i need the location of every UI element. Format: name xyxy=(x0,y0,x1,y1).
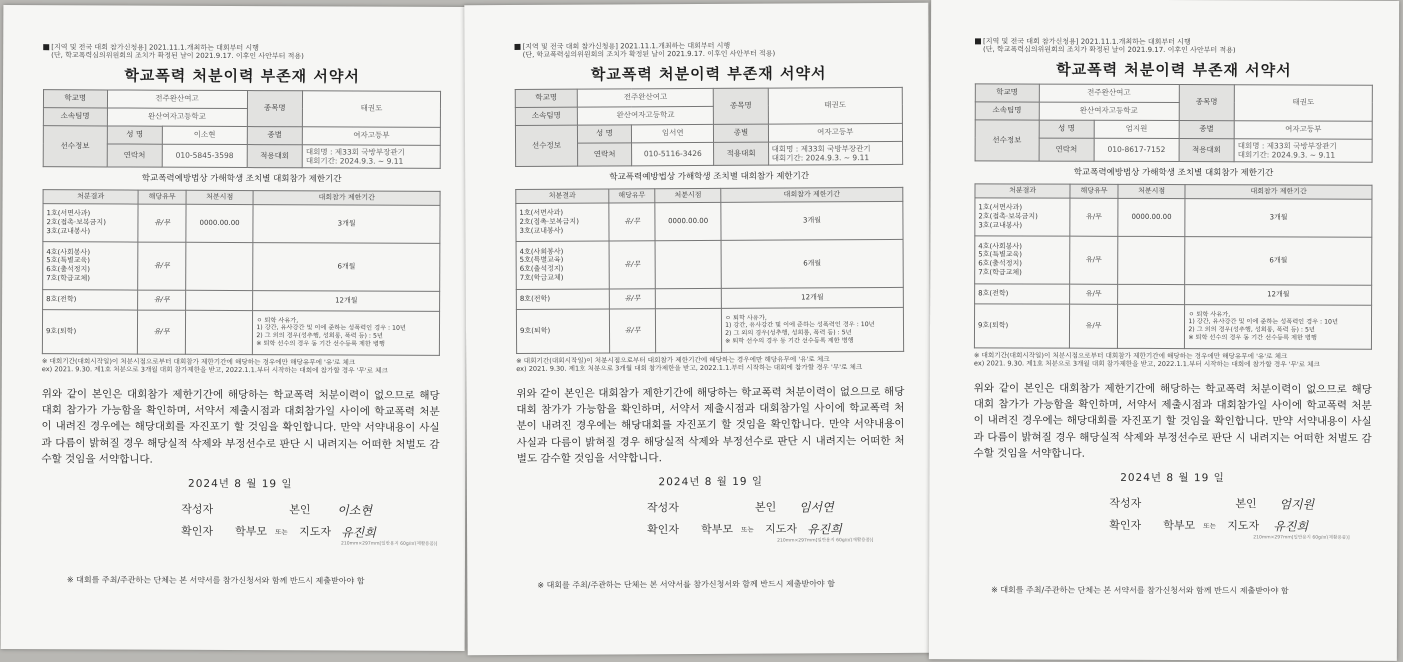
footnote-1: ※ 대회기간(대회시작일)이 처분시점으로부터 대회참가 제한기간에 해당하는 경우에만 해당유무에 '유'로 체크 xyxy=(516,354,830,365)
value-school: 전주완산여고 xyxy=(1039,84,1179,102)
confirmer-signature-line xyxy=(973,519,1371,541)
square-bullet-icon xyxy=(975,38,981,44)
confirmer-signature-line xyxy=(517,522,905,542)
penalty-limit: 12개월 xyxy=(1185,284,1372,305)
notice-line-2: (단, 학교폭력심의위원회의 조치가 확정된 날이 2021.9.17. 이후인 사안부터 적용) xyxy=(522,49,776,60)
writer-signature-line xyxy=(41,502,439,522)
result-line: 1호(서면사과) xyxy=(46,209,91,218)
pledge-sheet-3 xyxy=(929,0,1399,661)
value-phone: 010-5116-3426 xyxy=(632,142,714,166)
result-line: 9호(퇴학) xyxy=(519,326,551,335)
document-title: 학교폭력 처분이력 부존재 서약서 xyxy=(590,64,827,84)
writer-signature-line xyxy=(973,497,1371,516)
result-line: 7호(학급교체) xyxy=(46,274,90,283)
competition-period: 대회기간: 2024.9.3. ~ 9.11 xyxy=(771,153,870,163)
label-athlete-info: 선수정보 xyxy=(975,119,1039,161)
label-gender: 종별 xyxy=(1179,120,1235,138)
applicable-mark: 유/무 xyxy=(609,240,656,288)
athlete-info-table xyxy=(975,83,1373,163)
applicable-mark: 유/무 xyxy=(1070,304,1118,348)
notice xyxy=(43,43,441,62)
table-row xyxy=(516,287,903,309)
notice-line-1: [지역 및 전국 대회 참가신청용] 2021.11.1.개최하는 대회부터 시행 xyxy=(51,43,259,53)
square-bullet-icon xyxy=(43,44,49,50)
label-event: 종목명 xyxy=(1179,84,1235,120)
self-label: 본인 xyxy=(1235,497,1257,511)
label-gender: 종별 xyxy=(247,126,303,144)
limit-line: ㅇ 퇴학 사유가, xyxy=(1188,310,1231,318)
applicable-mark: 유/무 xyxy=(138,242,186,290)
table-row xyxy=(42,309,439,355)
table-row xyxy=(516,239,903,289)
limit-line: ※ 퇴학 선수의 경우 동 기간 선수등록 제한 병행 xyxy=(1188,333,1317,342)
result-line: 5호(특별교육) xyxy=(978,250,1023,259)
coach-label: 지도자 xyxy=(765,522,797,536)
label-event: 종목명 xyxy=(247,90,303,126)
result-line: 7호(학급교체) xyxy=(978,268,1022,277)
or-label: 또는 xyxy=(741,525,754,535)
header-limit: 대회참가 제한기간 xyxy=(1185,184,1372,198)
confirmer-label: 확인자 xyxy=(647,523,679,537)
paper-spec: 210mm×297mm[일반용지 60g/㎡(재활용품)] xyxy=(341,541,438,548)
confirmer-label: 확인자 xyxy=(181,525,214,539)
penalty-point xyxy=(185,290,253,310)
penalty-point: 0000.00.00 xyxy=(655,202,721,240)
penalty-limit: 3개월 xyxy=(721,201,903,240)
coach-label: 지도자 xyxy=(299,525,332,539)
notice xyxy=(975,37,1373,55)
value-competition xyxy=(1234,138,1372,162)
value-event: 태권도 xyxy=(768,87,903,124)
penalty-point xyxy=(655,240,721,288)
coach-signature: 유진희 xyxy=(1273,519,1309,534)
result-line: 6호(출석정지) xyxy=(519,264,564,274)
label-team: 소속팀명 xyxy=(43,107,107,125)
result-line: 8호(전학) xyxy=(519,294,551,303)
section-heading: 학교폭력예방법상 가해학생 조치별 대회참가 제한기간 xyxy=(1073,167,1274,179)
applicable-mark: 유/무 xyxy=(1070,236,1118,284)
limit-line: 1) 강간, 유사강간 및 이에 준하는 성폭력인 경우 : 10년 xyxy=(1188,318,1338,327)
label-athlete-info: 선수정보 xyxy=(43,125,107,167)
limit-line: 1) 강간, 유사강간 및 이에 준하는 성폭력인 경우 : 10년 xyxy=(725,321,875,330)
result-line: 4호(사회봉사) xyxy=(46,247,91,257)
value-gender: 여자고등부 xyxy=(1234,120,1372,138)
result-line: 4호(사회봉사) xyxy=(978,242,1023,251)
applicable-mark: 유/무 xyxy=(1070,284,1118,304)
result-line: 7호(학급교체) xyxy=(519,273,564,282)
writer-signature-line xyxy=(517,500,905,520)
limit-line: 2) 그 외의 경우(성추행, 성희롱, 폭력 등) : 5년 xyxy=(1188,326,1315,334)
penalty-table xyxy=(42,189,441,355)
penalty-table xyxy=(974,183,1373,349)
penalty-limit-detail xyxy=(721,307,903,352)
writer-label: 작성자 xyxy=(646,501,679,515)
notice-line-1: [지역 및 전국 대회 참가신청용] 2021.11.1.개최하는 대회부터 시행 xyxy=(522,41,731,51)
penalty-point xyxy=(656,288,722,308)
label-contact: 연락처 xyxy=(577,142,631,166)
penalty-point xyxy=(1117,284,1185,304)
penalty-point xyxy=(186,242,254,290)
label-team: 소속팀명 xyxy=(515,107,577,125)
limit-line: ㅇ 퇴학 사유가, xyxy=(725,314,767,322)
competition-name: 대회명 : 제33회 국방부장관기 xyxy=(771,143,871,154)
writer-label: 작성자 xyxy=(1109,497,1142,511)
label-competition: 적용대회 xyxy=(714,142,768,166)
parent-label: 학부모 xyxy=(701,523,733,537)
self-signature: 임서연 xyxy=(798,500,834,515)
value-event: 태권도 xyxy=(303,90,441,127)
label-contact: 연락처 xyxy=(107,143,163,167)
pledge-sheet-1 xyxy=(1,5,468,651)
header-result: 처분결과 xyxy=(43,190,138,204)
applicable-mark: 유/무 xyxy=(609,308,656,352)
penalty-limit: 6개월 xyxy=(253,242,440,291)
section-heading: 학교폭력예방법상 가해학생 조치별 대회참가 제한기간 xyxy=(141,173,342,185)
penalty-limit: 12개월 xyxy=(253,290,440,311)
table-row xyxy=(516,307,903,353)
pledge-date: 2024년 8 월 19 일 xyxy=(658,475,764,489)
section-heading: 학교폭력예방법상 가해학생 조치별 대회참가 제한기간 xyxy=(609,171,810,183)
header-applicable: 해당유무 xyxy=(1070,184,1118,198)
or-label: 또는 xyxy=(275,528,288,537)
value-school: 전주완산여고 xyxy=(577,88,714,107)
label-team: 소속팀명 xyxy=(975,101,1039,119)
self-label: 본인 xyxy=(754,500,777,514)
penalty-limit: 6개월 xyxy=(721,239,903,288)
label-competition: 적용대회 xyxy=(247,144,303,168)
self-label: 본인 xyxy=(289,503,311,517)
table-row xyxy=(43,241,440,291)
footnote xyxy=(974,351,1372,370)
header-point: 처분시점 xyxy=(655,188,721,202)
applicable-mark: 유/무 xyxy=(138,204,186,242)
result-line: 9호(퇴학) xyxy=(45,326,77,336)
pledge-sheet-2 xyxy=(464,3,931,655)
bottom-note: ※ 대회를 주최/주관하는 단체는 본 서약서를 참가신청서와 함께 반드시 제출받아야 함 xyxy=(66,575,365,586)
competition-period: 대회기간: 2024.9.3. ~ 9.11 xyxy=(1237,150,1336,160)
value-gender: 여자고등부 xyxy=(302,126,440,145)
or-label: 또는 xyxy=(1203,522,1216,531)
header-result: 처분결과 xyxy=(516,189,609,203)
athlete-info-table xyxy=(515,86,903,167)
confirmer-label: 확인자 xyxy=(1109,519,1142,533)
result-line: 9호(퇴학) xyxy=(978,321,1009,330)
square-bullet-icon xyxy=(515,43,521,49)
notice-line-1: [지역 및 전국 대회 참가신청용] 2021.11.1.개최하는 대회부터 시행 xyxy=(982,37,1191,47)
value-name: 임서연 xyxy=(632,124,714,142)
result-line: 2호(접촉·보복금지) xyxy=(519,217,579,226)
competition-period: 대회기간: 2024.9.3. ~ 9.11 xyxy=(305,156,404,166)
pledge-date: 2024년 8 월 19 일 xyxy=(1120,471,1225,485)
label-gender: 종별 xyxy=(714,124,768,142)
table-row xyxy=(974,303,1371,348)
table-row xyxy=(43,289,440,311)
value-name: 엄지원 xyxy=(1094,120,1179,138)
footnote-2: ex) 2021. 9.30. 제1호 처분으로 3개월 대회 참가제한을 받고, 2022.1.1.부터 시작하는 대회에 참가할 경우 '무'로 체크 xyxy=(973,359,1320,369)
value-phone: 010-8617-7152 xyxy=(1094,138,1179,162)
label-athlete-info: 선수정보 xyxy=(515,125,577,167)
limit-line: 2) 그 외의 경우(성추행, 성희롱, 폭력 등) : 5년 xyxy=(725,329,852,338)
value-team: 완산여자고등학교 xyxy=(1039,102,1179,120)
applicable-mark: 유/무 xyxy=(1070,198,1118,236)
limit-line: ※ 퇴학 선수의 경우 동 기간 선수등록 제한 병행 xyxy=(256,340,385,348)
penalty-point xyxy=(656,308,722,352)
header-result: 처분결과 xyxy=(975,184,1070,198)
notice xyxy=(514,41,902,60)
header-limit: 대회참가 제한기간 xyxy=(253,190,440,205)
result-line: 6호(출석정지) xyxy=(978,259,1022,268)
limit-line: 1) 강간, 유사강간 및 이에 준하는 성폭력인 경우 : 10년 xyxy=(256,324,406,333)
label-school: 학교명 xyxy=(43,89,107,107)
value-school: 전주완산여고 xyxy=(107,89,247,108)
self-signature: 엄지원 xyxy=(1279,497,1315,512)
value-competition xyxy=(768,141,903,165)
label-school: 학교명 xyxy=(515,89,577,107)
applicable-mark: 유/무 xyxy=(138,310,186,354)
penalty-limit: 6개월 xyxy=(1185,236,1372,285)
penalty-table xyxy=(515,187,904,354)
document-title: 학교폭력 처분이력 부존재 서약서 xyxy=(124,66,360,86)
value-name: 이소현 xyxy=(162,126,247,144)
header-applicable: 해당유무 xyxy=(138,190,186,204)
pledge-text: 위와 같이 본인은 대회참가 제한기간에 해당하는 학교폭력 처분이력이 없으므로 해당 대회 참가가 가능함을 확인하며, 서약서 제출시점과 대회참가일 사이에 학교폭력 처분이 내려진 경우에는 해당대회를 자진포기 할 것임을 확인합니다. 만약 서약내용이 사실과 다름이 밝혀질 경우 해당실적 삭제와 부정선수로 판단 시 내려지는 어떠한 처벌도 감수할 것임을 서약합니다. xyxy=(41,387,440,466)
result-line: 4호(사회봉사) xyxy=(519,247,564,256)
penalty-point xyxy=(1117,304,1185,348)
table-row xyxy=(43,203,440,243)
penalty-limit: 3개월 xyxy=(253,204,440,243)
coach-signature: 유진희 xyxy=(807,522,842,537)
header-point: 처분시점 xyxy=(186,190,254,204)
result-line: 6호(출석정지) xyxy=(46,265,91,274)
paper-spec: 210mm×297mm[일반용지 60g/㎡(재활용품)] xyxy=(777,538,874,544)
paper-spec: 210mm×297mm[일반용지 60g/㎡(재활용품)] xyxy=(1253,535,1350,541)
result-line: 2호(접촉·보복금지) xyxy=(46,217,106,227)
result-line: 1호(서면사과) xyxy=(978,203,1023,212)
table-row xyxy=(516,201,903,241)
table-row xyxy=(975,197,1372,236)
value-event: 태권도 xyxy=(1234,84,1372,120)
result-line: 8호(전학) xyxy=(978,289,1009,298)
writer-label: 작성자 xyxy=(181,503,214,517)
footnote xyxy=(516,355,904,374)
result-line: 3호(교내봉사) xyxy=(519,226,564,235)
notice-line-2: (단, 학교폭력심의위원회의 조치가 확정된 날이 2021.9.17. 이후인 사안부터 적용) xyxy=(982,45,1236,55)
footnote-1: ※ 대회기간(대회시작일)이 처분시점으로부터 대회참가 제한기간에 해당하는 경우에만 해당유무에 '유'로 체크 xyxy=(973,350,1288,361)
applicable-mark: 유/무 xyxy=(609,288,656,308)
value-gender: 여자고등부 xyxy=(768,123,902,142)
limit-line: ※ 퇴학 선수의 경우 동 기간 선수등록 제한 병행 xyxy=(725,337,854,345)
parent-label: 학부모 xyxy=(235,525,268,539)
penalty-point: 0000.00.00 xyxy=(1118,198,1186,236)
confirmer-signature-line xyxy=(41,524,439,548)
limit-line: ㅇ 퇴학 사유가, xyxy=(256,316,299,324)
value-team: 완산여자고등학교 xyxy=(107,107,247,126)
label-name: 성 명 xyxy=(107,125,163,143)
value-team: 완산여자고등학교 xyxy=(577,106,714,125)
penalty-point: 0000.00.00 xyxy=(186,204,254,242)
table-row xyxy=(975,235,1372,284)
label-competition: 적용대회 xyxy=(1179,138,1235,162)
footnote-2: ex) 2021. 9.30. 제1호 처분으로 3개월 대회 참가제한을 받고, 2022.1.1.부터 시작하는 대회에 참가할 경우 '무'로 체크 xyxy=(516,363,863,374)
table-row xyxy=(975,283,1372,304)
result-line: 3호(교내봉사) xyxy=(46,226,91,235)
coach-signature: 유진희 xyxy=(341,525,376,540)
competition-name: 대회명 : 제33회 국방부장관기 xyxy=(1237,140,1337,151)
penalty-point xyxy=(185,310,253,354)
footnote xyxy=(42,357,440,376)
label-name: 성 명 xyxy=(577,124,631,142)
result-line: 1호(서면사과) xyxy=(519,208,564,217)
result-line: 3호(교내봉사) xyxy=(978,220,1023,230)
result-line: 5호(특별교육) xyxy=(519,256,564,265)
self-signature: 이소현 xyxy=(337,503,373,518)
coach-label: 지도자 xyxy=(1227,519,1260,533)
header-applicable: 해당유무 xyxy=(609,189,656,203)
footnote-1: ※ 대회기간(대회시작일)이 처분시점으로부터 대회참가 제한기간에 해당하는 경우에만 해당유무에 '유'로 체크 xyxy=(41,356,356,367)
applicable-mark: 유/무 xyxy=(609,202,656,240)
penalty-point xyxy=(1118,236,1186,284)
bottom-note: ※ 대회를 주최/주관하는 단체는 본 서약서를 참가신청서와 함께 반드시 제출받아야 함 xyxy=(537,579,835,590)
applicable-mark: 유/무 xyxy=(138,290,186,310)
value-phone: 010-5845-3598 xyxy=(162,144,247,168)
footnote-2: ex) 2021. 9.30. 제1호 처분으로 3개월 대회 참가제한을 받고, 2022.1.1.부터 시작하는 대회에 참가할 경우 '무'로 체크 xyxy=(41,365,388,375)
header-point: 처분시점 xyxy=(1118,184,1186,198)
label-name: 성 명 xyxy=(1039,120,1095,138)
pledge-text: 위와 같이 본인은 대회참가 제한기간에 해당하는 학교폭력 처분이력이 없으므로 해당 대회 참가가 가능함을 확인하며, 서약서 제출시점과 대회참가일 사이에 학교폭력 처분이 내려진 경우에는 해당대회를 자진포기 할 것임을 확인합니다. 만약 서약내용이 사실과 다름이 밝혀질 경우 해당실적 삭제와 부정선수로 판단 시 내려지는 어떠한 처벌도 감수할 것임을 서약합니다. xyxy=(516,385,905,465)
value-competition xyxy=(302,144,440,168)
result-line: 5호(특별교육) xyxy=(46,256,91,265)
pledge-text: 위와 같이 본인은 대회참가 제한기간에 해당하는 학교폭력 처분이력이 없으므로 해당 대회 참가가 가능함을 확인하며, 서약서 제출시점과 대회참가일 사이에 학교폭력 처분이 내려진 경우에는 해당대회를 자진포기 할 것임을 확인합니다. 만약 서약내용이 사실과 다름이 밝혀질 경우 해당실적 삭제와 부정선수로 판단 시 내려지는 어떠한 처벌도 감수할 것임을 서약합니다. xyxy=(973,382,1372,460)
penalty-limit: 12개월 xyxy=(721,287,903,308)
penalty-limit-detail xyxy=(253,310,440,355)
penalty-limit-detail xyxy=(1185,304,1372,349)
bottom-note: ※ 대회를 주최/주관하는 단체는 본 서약서를 참가신청서와 함께 반드시 제출받아야 함 xyxy=(991,585,1289,596)
pledge-date: 2024년 8 월 19 일 xyxy=(188,477,293,491)
label-school: 학교명 xyxy=(975,83,1039,101)
athlete-info-table xyxy=(43,89,441,169)
penalty-limit: 3개월 xyxy=(1185,198,1372,237)
label-event: 종목명 xyxy=(714,88,768,124)
competition-name: 대회명 : 제33회 국방부장관기 xyxy=(305,146,405,157)
limit-line: 2) 그 외의 경우(성추행, 성희롱, 폭력 등) : 5년 xyxy=(256,332,383,340)
parent-label: 학부모 xyxy=(1163,519,1196,533)
result-line: 2호(접촉·보복금지) xyxy=(978,212,1038,221)
result-line: 8호(전학) xyxy=(46,294,77,304)
notice-line-2: (단, 학교폭력심의위원회의 조치가 확정된 날이 2021.9.17. 이후인 사안부터 적용) xyxy=(51,51,304,61)
document-title: 학교폭력 처분이력 부존재 서약서 xyxy=(1056,60,1292,80)
header-limit: 대회참가 제한기간 xyxy=(721,187,903,202)
label-contact: 연락처 xyxy=(1039,138,1095,162)
